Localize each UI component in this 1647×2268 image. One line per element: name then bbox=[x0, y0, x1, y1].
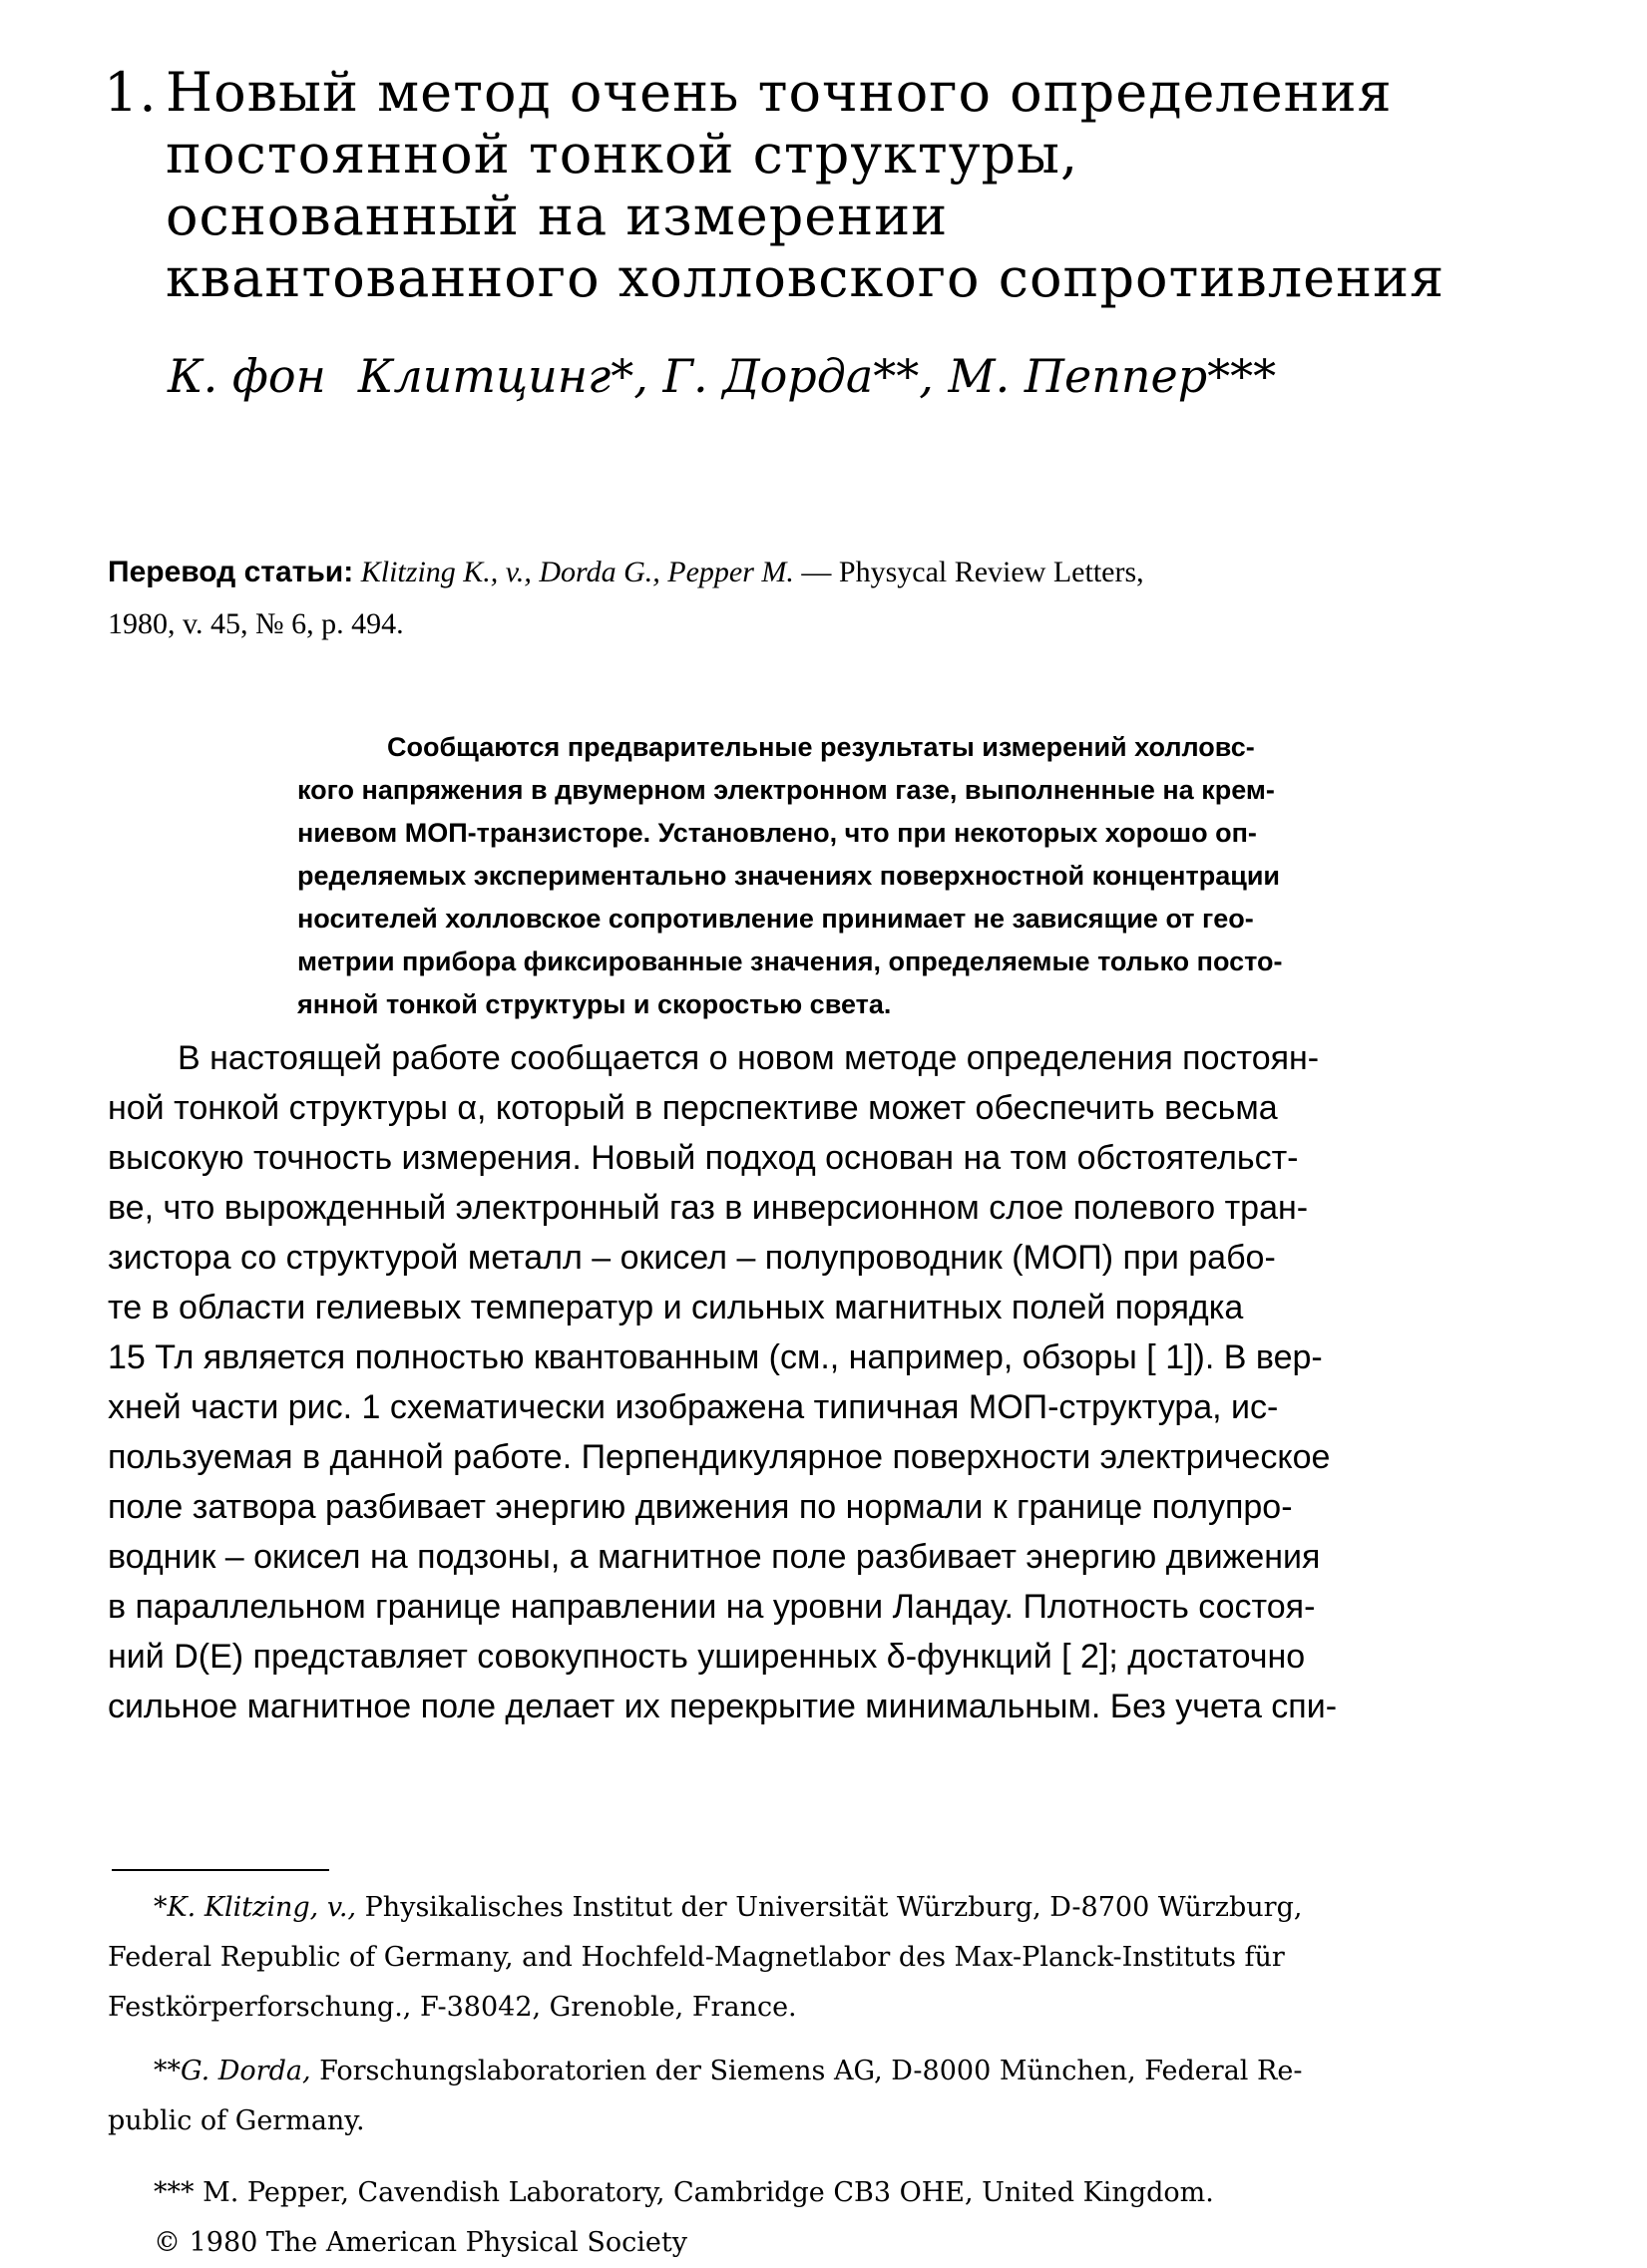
footnote-author: *K. Klitzing, v., bbox=[154, 1892, 357, 1923]
title-line: квантованного холловского сопротивления bbox=[166, 246, 1445, 309]
abstract-line: ределяемых экспериментально значениях поверхностной концентрации bbox=[297, 861, 1281, 891]
abstract bbox=[297, 726, 1534, 1026]
source-authors: Klitzing K., v., Dorda G., Pepper M. bbox=[360, 556, 794, 588]
body-line: сильное магнитное поле делает их перекрытие минимальным. Без учета спи- bbox=[108, 1688, 1338, 1725]
footnote-author: **G. Dorda, bbox=[154, 2056, 311, 2086]
body-line: те в области гелиевых температур и сильных магнитных полей порядка bbox=[108, 1289, 1244, 1326]
body-line: высокую точность измерения. Новый подход основан на том обстоятельст- bbox=[108, 1139, 1299, 1177]
title-line: постоянной тонкой структуры, bbox=[166, 123, 1079, 186]
title-line: основанный на измерении bbox=[166, 185, 949, 247]
abstract-line: кого напряжения в двумерном электронном газе, выполненные на крем- bbox=[297, 775, 1275, 805]
abstract-line: носителей холловское сопротивление принимает не зависящие от гео- bbox=[297, 904, 1254, 934]
title-line: Новый метод очень точного определения bbox=[166, 61, 1393, 124]
footnotes bbox=[108, 1883, 1554, 2268]
body-line: ве, что вырожденный электронный газ в инверсионном слое полевого тран- bbox=[108, 1189, 1309, 1227]
footnote-line: Festkörperforschung., F-38042, Grenoble, France. bbox=[108, 1992, 797, 2023]
footnote-line bbox=[108, 2047, 1554, 2096]
body-line: хней части рис. 1 схематически изображена типичная МОП-структура, ис- bbox=[108, 1388, 1279, 1426]
footnote-line: *** M. Pepper, Cavendish Laboratory, Cambridge CB3 OHE, United Kingdom. bbox=[154, 2177, 1214, 2208]
source-details: 1980, v. 45, № 6, p. 494. bbox=[108, 607, 404, 640]
footnote-text: Physikalisches Institut der Universität Würzburg, D-8700 Würzburg, bbox=[364, 1892, 1303, 1923]
translation-label: Перевод статьи: bbox=[108, 556, 354, 588]
authors-line bbox=[168, 349, 1308, 403]
footnote-line bbox=[108, 1883, 1554, 1933]
abstract-line: Сообщаются предварительные результаты измерений холловс- bbox=[387, 732, 1255, 762]
body-line: 15 Тл является полностью квантованным (см., например, обзоры [ 1]). В вер- bbox=[108, 1338, 1323, 1376]
abstract-line: метрии прибора фиксированные значения, определяемые только посто- bbox=[297, 946, 1283, 976]
body-text bbox=[108, 1033, 1524, 1731]
footnote-line: Federal Republic of Germany, and Hochfeld-Magnetlabor des Max-Planck-Instituts für bbox=[108, 1942, 1285, 1973]
article-title bbox=[104, 62, 1560, 309]
translation-note bbox=[108, 547, 1554, 650]
author-prefix: К. фон bbox=[168, 349, 326, 403]
source-journal: — Physycal Review Letters, bbox=[801, 556, 1144, 588]
footnote-divider bbox=[112, 1869, 329, 1871]
body-line: ной тонкой структуры α, который в перспективе может обеспечить весьма bbox=[108, 1089, 1278, 1127]
body-line: В настоящей работе сообщается о новом методе определения постоян- bbox=[178, 1039, 1320, 1077]
body-line: ний D(E) представляет совокупность уширенных δ-функций [ 2]; достаточно bbox=[108, 1638, 1306, 1676]
abstract-line: ниевом МОП-транзисторе. Установлено, что при некоторых хорошо оп- bbox=[297, 818, 1257, 848]
body-line: в параллельном границе направлении на уровни Ландау. Плотность состоя- bbox=[108, 1588, 1316, 1626]
copyright-line: © 1980 The American Physical Society bbox=[154, 2227, 687, 2258]
footnote-line: public of Germany. bbox=[108, 2105, 365, 2136]
body-line: поле затвора разбивает энергию движения по нормали к границе полупро- bbox=[108, 1488, 1293, 1526]
body-line: водник – окисел на подзоны, а магнитное поле разбивает энергию движения bbox=[108, 1538, 1321, 1576]
footnote-text: Forschungslaboratorien der Siemens AG, D-8000 München, Federal Re- bbox=[319, 2056, 1303, 2086]
title-number: 1. bbox=[104, 61, 158, 124]
body-line: зистора со структурой металл – окисел – полупроводник (МОП) при рабо- bbox=[108, 1239, 1276, 1277]
author-names: Клитцинг*, Г. Дорда**, М. Пеппер*** bbox=[357, 349, 1277, 403]
body-line: пользуемая в данной работе. Перпендикулярное поверхности электрическое bbox=[108, 1438, 1331, 1476]
abstract-line: янной тонкой структуры и скоростью света. bbox=[297, 989, 892, 1019]
